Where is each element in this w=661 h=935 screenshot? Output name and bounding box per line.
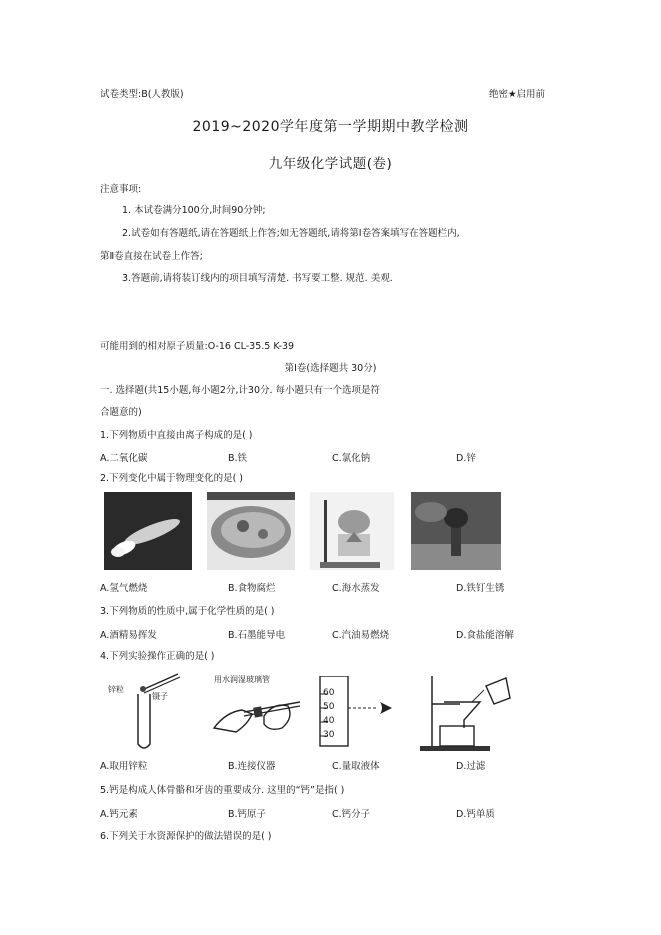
tick-label: 60 [323,688,335,698]
section-heading-cont: 合题意的) [100,407,142,418]
question-4-stem: 4.下列实验操作正确的是( ) [100,651,215,662]
notes-heading: 注意事项: [100,184,142,195]
q2-option-a[interactable]: A.氢气燃烧 [100,583,148,594]
rotten-food-image [207,492,295,570]
q1-option-d[interactable]: D.锌 [456,453,476,464]
note-item: 2.试卷如有答题纸,请在答题纸上作答;如无答题纸,请将第Ⅰ卷答案填写在答题栏内, [122,228,460,239]
q4-option-a[interactable]: A.取用锌粒 [100,761,148,772]
atomic-mass-line: 可能用到的相对原子质量:O-16 CL-35.5 K-39 [100,341,295,352]
question-1-stem: 1.下列物质中直接由离子构成的是( ) [100,430,253,441]
q2-option-b[interactable]: B.食物腐烂 [228,583,276,594]
part1-title: 第Ⅰ卷(选择题共 30分) [284,363,377,374]
note-item: 第Ⅱ卷直接在试卷上作答; [100,251,203,262]
tick-label: 40 [323,716,335,726]
q4-option-c[interactable]: C.量取液体 [332,761,380,772]
rusty-nail-image [411,492,501,570]
tweezers-label: 镊子 [152,692,168,701]
wet-tube-label: 用水润湿玻璃管 [214,675,270,684]
q1-option-a[interactable]: A.二氧化碳 [100,453,148,464]
note-item: 1. 本试卷满分100分,时间90分钟; [122,205,266,216]
q2-option-c[interactable]: C.海水蒸发 [332,583,380,594]
q3-option-c[interactable]: C.汽油易燃烧 [332,630,390,641]
q3-option-a[interactable]: A.酒精易挥发 [100,630,157,641]
evaporation-apparatus-image [310,492,394,570]
exam-type-label: 试卷类型:B(人教版) [100,89,184,100]
tick-label: 30 [323,730,335,740]
q5-option-c[interactable]: C.钙分子 [332,809,371,820]
q2-option-d[interactable]: D.铁钉生锈 [456,583,505,594]
question-3-stem: 3.下列物质的性质中,属于化学性质的是( ) [100,606,275,617]
confidential-label: 绝密★启用前 [489,89,546,100]
section-heading: 一. 选择题(共15小题,每小题2分,计30分. 每小题只有一个选项是符 [100,385,381,396]
hydrogen-burning-image [104,492,192,570]
q1-option-c[interactable]: C.氯化钠 [332,453,371,464]
q5-option-b[interactable]: B.钙原子 [228,809,267,820]
filtration-figure [410,668,516,754]
zinc-tweezers-figure [104,668,194,752]
q5-option-a[interactable]: A.钙元素 [100,809,138,820]
zinc-label: 锌粒 [108,685,124,694]
q4-option-d[interactable]: D.过滤 [456,761,486,772]
connect-apparatus-figure [208,688,308,744]
q4-option-b[interactable]: B.连接仪器 [228,761,276,772]
exam-title: 2019~2020学年度第一学期期中教学检测 [192,119,469,135]
question-2-stem: 2.下列变化中属于物理变化的是( ) [100,473,243,484]
question-6-stem: 6.下列关于水资源保护的做法错误的是( ) [100,831,272,842]
note-item: 3.答题前,请将装订线内的项目填写清楚. 书写要工整. 规范. 美观. [122,273,393,284]
q3-option-d[interactable]: D.食盐能溶解 [456,630,514,641]
q1-option-b[interactable]: B.铁 [228,453,248,464]
q3-option-b[interactable]: B.石墨能导电 [228,630,286,641]
q5-option-d[interactable]: D.钙单质 [456,809,495,820]
tick-label: 50 [323,702,335,712]
exam-subtitle: 九年级化学试题(卷) [268,156,393,172]
question-5-stem: 5.钙是构成人体骨骼和牙齿的重要成分. 这里的“钙”是指( ) [100,785,345,796]
